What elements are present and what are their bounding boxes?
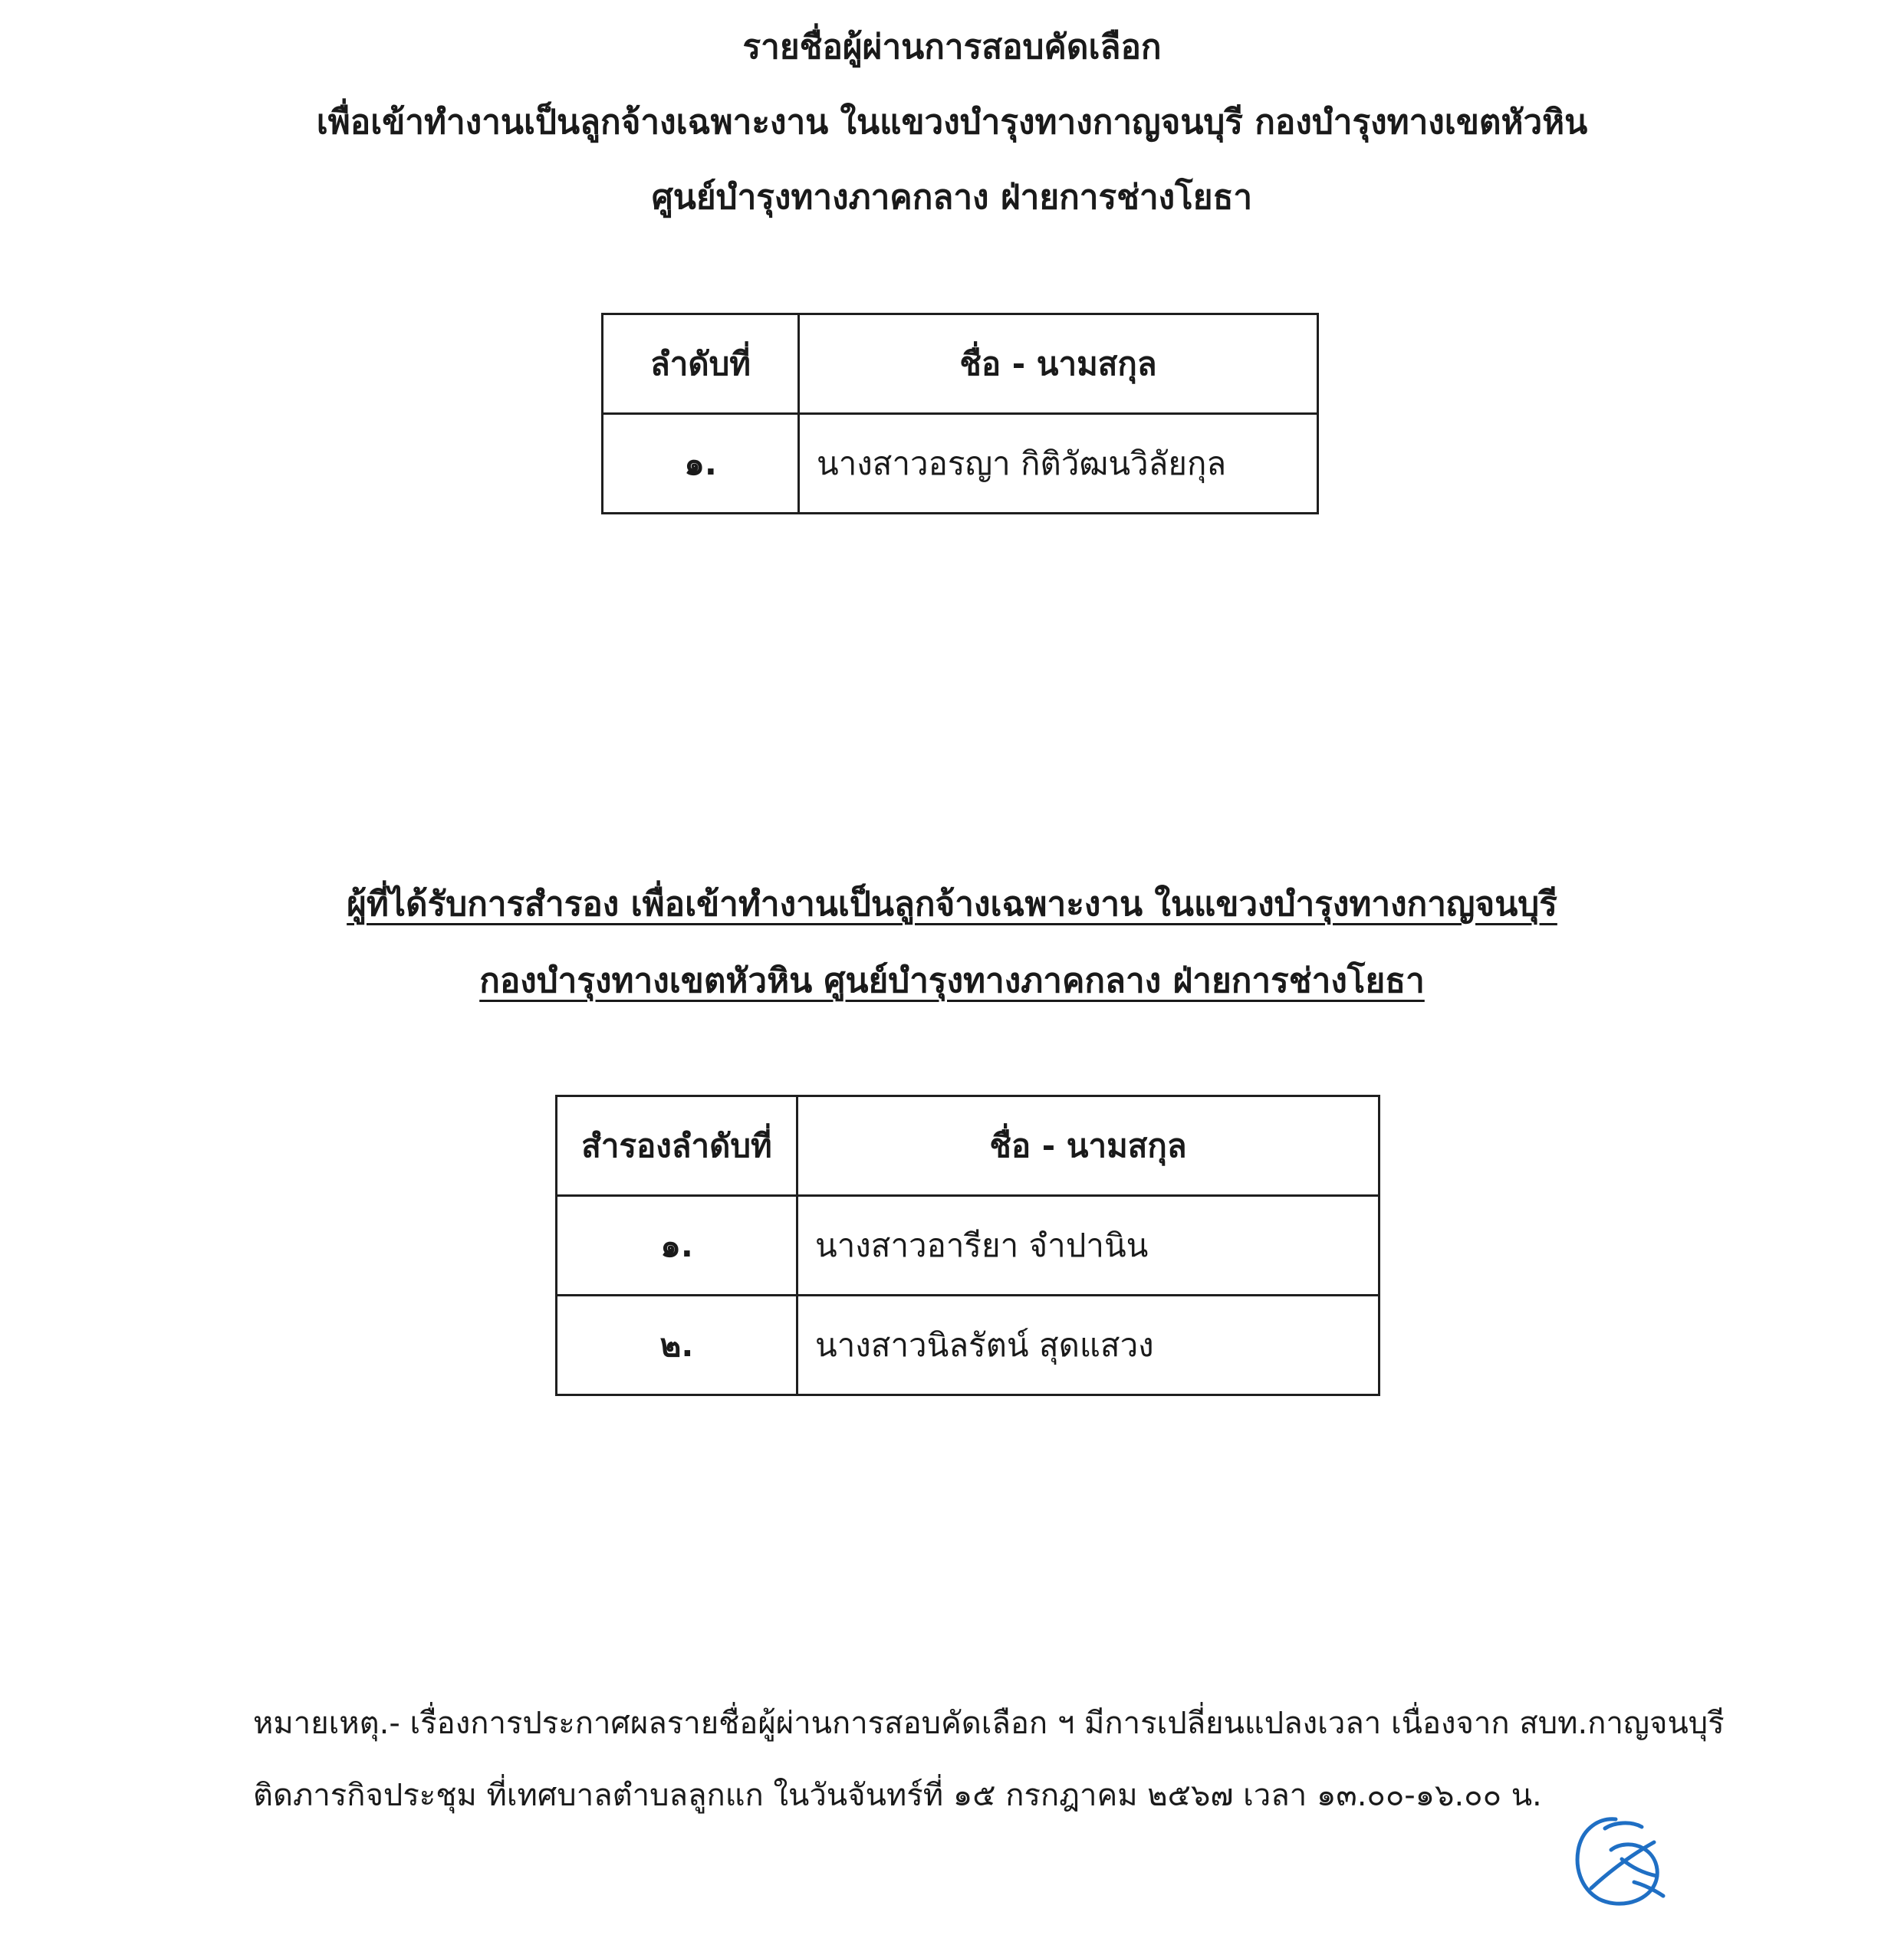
row-name: นางสาวอารียา จำปานิน xyxy=(797,1196,1379,1296)
reserve-heading-line-2 xyxy=(0,958,1904,1004)
reserve-table xyxy=(555,1095,1380,1396)
title-line-1: รายชื่อผู้ผ่านการสอบคัดเลือก xyxy=(742,28,1162,67)
reserve-heading-text-1: ผู้ที่ได้รับการสำรอง เพื่อเข้าทำงานเป็นลูกจ้างเฉพาะงาน ในแขวงบำรุงทางกาญจนบุรี xyxy=(347,885,1557,924)
header-order: ลำดับที่ xyxy=(603,314,799,414)
row-name: นางสาวอรญา กิติวัฒนวิลัยกุล xyxy=(799,414,1318,514)
title-line-3: ศูนย์บำรุงทางภาคกลาง ฝ่ายการช่างโยธา xyxy=(651,178,1253,217)
row-order: ๑. xyxy=(603,414,799,514)
table-row xyxy=(557,1296,1379,1395)
remark-line-2: ติดภารกิจประชุม ที่เทศบาลตำบลลูกแก ในวันจันทร์ที่ ๑๕ กรกฎาคม ๒๕๖๗ เวลา ๑๓.๐๐-๑๖.๐๐ น. xyxy=(253,1778,1542,1813)
table-header-row xyxy=(603,314,1318,414)
title-line-2: เพื่อเข้าทำงานเป็นลูกจ้างเฉพาะงาน ในแขวงบำรุงทางกาญจนบุรี กองบำรุงทางเขตหัวหิน xyxy=(316,103,1588,142)
header-reserve-order: สำรองลำดับที่ xyxy=(557,1096,797,1196)
signature-mark xyxy=(1568,1805,1675,1913)
row-order: ๒. xyxy=(557,1296,797,1395)
header-name: ชื่อ - นามสกุล xyxy=(799,314,1318,414)
reserve-heading-line-1 xyxy=(0,882,1904,928)
reserve-heading-text-2: กองบำรุงทางเขตหัวหิน ศูนย์บำรุงทางภาคกลาง ฝ่ายการช่างโยธา xyxy=(479,961,1425,1000)
remark-line-1: หมายเหตุ.- เรื่องการประกาศผลรายชื่อผู้ผ่านการสอบคัดเลือก ฯ มีการเปลี่ยนแปลงเวลา เนื่องจาก สบท.กาญจนบุรี xyxy=(253,1706,1725,1741)
header-name: ชื่อ - นามสกุล xyxy=(797,1096,1379,1196)
table-header-row xyxy=(557,1096,1379,1196)
row-name: นางสาวนิลรัตน์ สุดแสวง xyxy=(797,1296,1379,1395)
passed-table xyxy=(601,313,1319,514)
table-row xyxy=(603,414,1318,514)
row-order: ๑. xyxy=(557,1196,797,1296)
table-row xyxy=(557,1196,1379,1296)
